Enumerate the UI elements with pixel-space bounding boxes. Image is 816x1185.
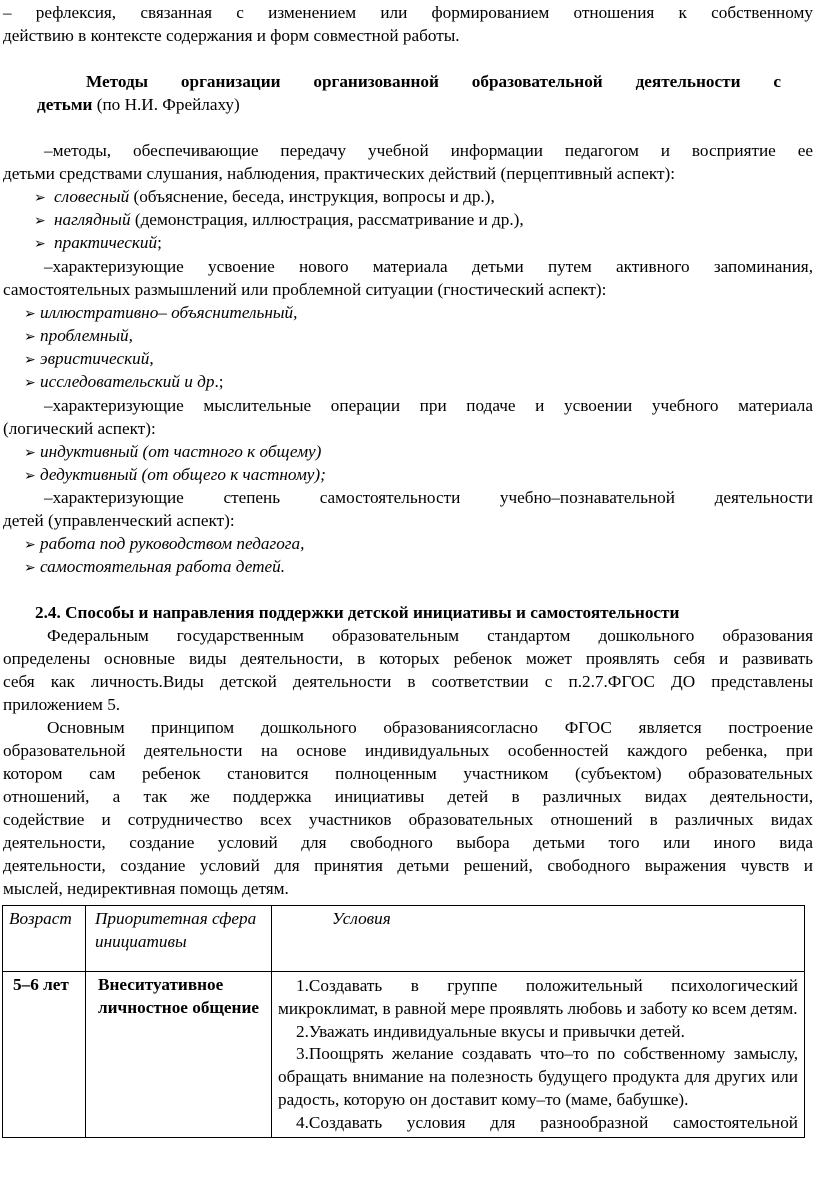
text-line: приложением 5. — [3, 695, 121, 714]
list-item-text: .; — [214, 372, 224, 391]
list-item-italic: наглядный — [54, 210, 131, 229]
condition-item: 1.Создавать в группе положительный психологический микроклимат, в равной мере проявлять любовь и заботу ко всем детям. — [278, 976, 798, 1018]
list-item-italic: работа под руководством педагога, — [40, 534, 305, 553]
arrow-bullet-icon: ➢ — [24, 469, 36, 484]
arrow-bullet-icon: ➢ — [34, 237, 46, 252]
header-sphere: Приоритетная сфера инициативы — [86, 906, 272, 972]
list-item-italic: проблемный, — [40, 326, 133, 345]
list-item-italic: практический — [54, 233, 158, 252]
dash-mark: – — [44, 488, 53, 507]
text-line — [3, 740, 813, 763]
cell-age: 5–6 лет — [3, 972, 86, 1138]
text-line — [3, 2, 813, 25]
text-line: себя как личность.Виды детской деятельности в соответствии с п.2.7.ФГОС ДО представлены — [3, 672, 813, 691]
text-line: самостоятельных размышлений или проблемной ситуации (гностический аспект): — [3, 280, 607, 299]
text-line: отношений, а так же поддержка инициативы детей в различных видах деятельности, — [3, 787, 813, 806]
text-line: деятельности, создание условий для свободного выбора детьми того или иного вида — [3, 833, 813, 852]
arrow-bullet-icon: ➢ — [34, 214, 46, 229]
text-line — [3, 786, 813, 809]
condition-item: 4.Создавать условия для разнообразной самостоятельной — [296, 1112, 798, 1132]
cell-sphere: Внеситуативное личностное общение — [86, 972, 272, 1138]
methods-title-author: (по Н.И. Фрейлаху) — [96, 95, 240, 114]
dash-mark: – — [44, 141, 53, 160]
text-line: содействие и сотрудничество всех участников образовательных отношений в различных видах — [3, 810, 813, 829]
text-line — [3, 648, 813, 671]
text-line — [44, 141, 813, 160]
text-line — [44, 257, 813, 276]
list-item-italic: эвристический, — [40, 349, 154, 368]
list-item-italic: самостоятельная работа детей. — [40, 557, 286, 576]
arrow-bullet-icon: ➢ — [24, 330, 36, 345]
table-header-row — [3, 906, 805, 972]
text-line — [47, 717, 813, 740]
arrow-bullet-icon: ➢ — [24, 446, 36, 461]
list-item — [24, 325, 813, 350]
list-item-text: (демонстрация, иллюстрация, рассматривание и др.), — [130, 210, 524, 229]
text-line: – рефлексия, связанная с изменением или формированием отношения к собственному — [3, 3, 813, 22]
dash-mark: – — [44, 396, 53, 415]
text-line: действию в контексте содержания и форм совместной работы. — [3, 26, 460, 45]
header-age: Возраст — [3, 906, 86, 972]
text-line — [44, 395, 813, 418]
arrow-bullet-icon: ➢ — [24, 307, 36, 322]
text-line: образовательной деятельности на основе индивидуальных особенностей каждого ребенка, при — [3, 741, 813, 760]
text-line — [44, 488, 813, 507]
list-item — [24, 302, 813, 327]
text-line: характеризующие мыслительные операции при подаче и усвоении учебного материала — [52, 396, 813, 415]
text-line: методы, обеспечивающие передачу учебной информации педагогом и восприятие ее — [52, 141, 813, 160]
list-item — [24, 371, 813, 396]
text-line: детей (управленческий аспект): — [3, 511, 235, 530]
arrow-bullet-icon: ➢ — [24, 353, 36, 368]
text-line: деятельности, создание условий для принятия детьми решений, свободного выражения чувств и — [3, 856, 813, 875]
dash-mark: – — [44, 257, 53, 276]
text-line: определены основные виды деятельности, в которых ребенок может проявлять себя и развивать — [3, 649, 813, 668]
text-line — [44, 140, 813, 163]
text-line — [44, 396, 813, 415]
methods-title: Методы организации организованной образовательной деятельности с — [86, 72, 781, 91]
conditions-table — [2, 905, 805, 1138]
header-conditions: Условия — [272, 906, 805, 972]
section-title: 2.4. Способы и направления поддержки детской инициативы и самостоятельности — [35, 603, 680, 622]
text-line — [3, 832, 813, 855]
cell-conditions — [272, 972, 805, 1138]
list-item-italic: индуктивный (от частного к общему) — [40, 442, 322, 461]
text-line: Федеральным государственным образовательным стандартом дошкольного образования — [47, 626, 813, 645]
list-item — [24, 556, 813, 581]
text-line — [3, 809, 813, 832]
arrow-bullet-icon: ➢ — [24, 561, 36, 576]
list-item — [24, 533, 813, 558]
condition-item: 2.Уважать индивидуальные вкусы и привычки детей. — [296, 1021, 685, 1041]
methods-title-bold: детьми — [37, 95, 93, 114]
list-item — [34, 209, 813, 234]
text-line — [3, 763, 813, 786]
text-line — [3, 671, 813, 694]
list-item — [24, 464, 813, 489]
list-item — [34, 186, 813, 211]
list-item — [34, 232, 813, 257]
list-item-text: ; — [157, 233, 162, 252]
list-item-italic: дедуктивный (от общего к частному); — [40, 465, 326, 484]
arrow-bullet-icon: ➢ — [24, 538, 36, 553]
text-line: котором сам ребенок становится полноценным участником (субъектом) образовательных — [3, 764, 813, 783]
text-line — [3, 855, 813, 878]
list-item — [24, 441, 813, 466]
list-item — [24, 348, 813, 373]
text-line: характеризующие усвоение нового материала детьми путем активного запоминания, — [52, 257, 813, 276]
text-line: детьми средствами слушания, наблюдения, практических действий (перцептивный аспект): — [3, 164, 675, 183]
list-item-italic: иллюстративно– объяснительный, — [40, 303, 298, 322]
list-item-text: (объяснение, беседа, инструкция, вопросы и др.), — [129, 187, 495, 206]
table-row — [3, 972, 805, 1138]
list-item-italic: словесный — [54, 187, 130, 206]
condition-item: 3.Поощрять желание создавать что–то по собственному замыслу, обращать внимание на полезность будущего продукта для других или радость, которую он доставит кому–то (маме, бабушке). — [278, 1044, 798, 1109]
methods-title-line-2 — [37, 94, 813, 117]
arrow-bullet-icon: ➢ — [24, 376, 36, 391]
list-item-italic: исследовательский и др — [40, 372, 215, 391]
text-line: характеризующие степень самостоятельности учебно–познавательной деятельности — [52, 488, 813, 507]
text-line — [44, 487, 813, 510]
text-line — [47, 625, 813, 648]
arrow-bullet-icon: ➢ — [34, 191, 46, 206]
text-line: Основным принципом дошкольного образованиясогласно ФГОС является построение — [47, 718, 813, 737]
text-line: (логический аспект): — [3, 419, 156, 438]
text-line — [44, 256, 813, 279]
text-line: мыслей, недирективная помощь детям. — [3, 879, 289, 898]
